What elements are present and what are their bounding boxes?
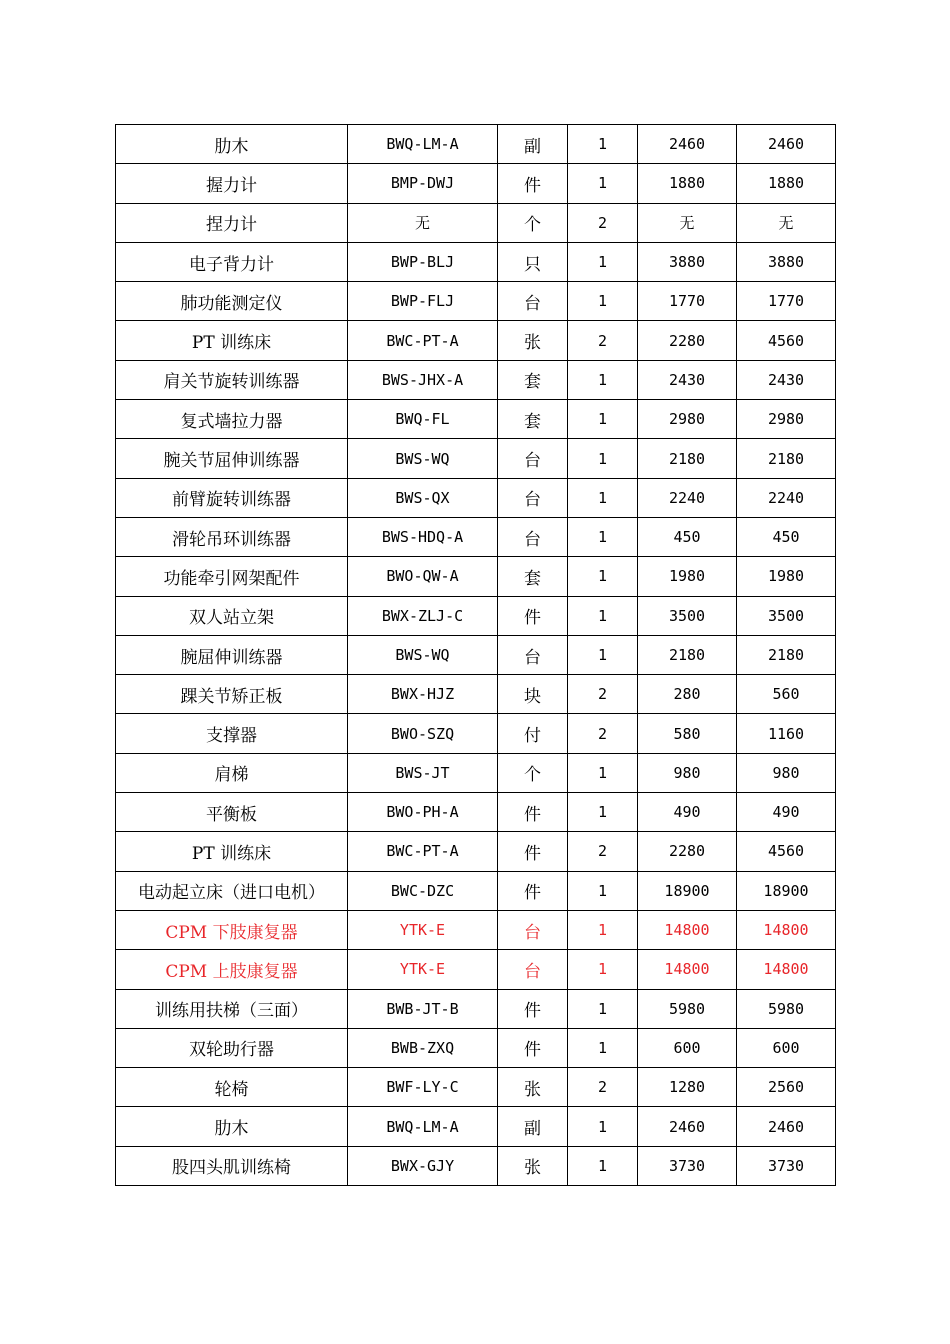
unit-price-cell: 2980 xyxy=(638,400,737,439)
unit-cell: 台 xyxy=(498,282,568,321)
total-price-cell: 14800 xyxy=(737,910,836,949)
total-price-cell: 450 xyxy=(737,517,836,556)
quantity-cell: 1 xyxy=(568,989,638,1028)
table-row xyxy=(116,360,836,399)
unit-price-cell: 14800 xyxy=(638,910,737,949)
unit-cell: 只 xyxy=(498,242,568,281)
total-price-cell: 无 xyxy=(737,203,836,242)
model-code-cell: BWX-GJY xyxy=(348,1146,498,1185)
unit-cell: 张 xyxy=(498,321,568,360)
quantity-cell: 1 xyxy=(568,439,638,478)
quantity-cell: 1 xyxy=(568,753,638,792)
unit-price-cell: 1980 xyxy=(638,557,737,596)
item-name-cell: PT 训练床 xyxy=(116,832,348,871)
model-code-cell: BWS-HDQ-A xyxy=(348,517,498,556)
unit-price-cell: 490 xyxy=(638,793,737,832)
table-row xyxy=(116,242,836,281)
item-name-cell: 肩关节旋转训练器 xyxy=(116,360,348,399)
unit-price-cell: 580 xyxy=(638,714,737,753)
table-row xyxy=(116,910,836,949)
total-price-cell: 2460 xyxy=(737,1107,836,1146)
item-name-cell: 电动起立床（进口电机） xyxy=(116,871,348,910)
total-price-cell: 1770 xyxy=(737,282,836,321)
quantity-cell: 1 xyxy=(568,517,638,556)
unit-price-cell: 1880 xyxy=(638,164,737,203)
item-name-cell: 肋木 xyxy=(116,125,348,164)
total-price-cell: 3880 xyxy=(737,242,836,281)
item-name-cell: 平衡板 xyxy=(116,793,348,832)
table-row xyxy=(116,871,836,910)
quantity-cell: 2 xyxy=(568,832,638,871)
total-price-cell: 980 xyxy=(737,753,836,792)
item-name-cell: CPM 上肢康复器 xyxy=(116,950,348,989)
unit-price-cell: 无 xyxy=(638,203,737,242)
unit-cell: 付 xyxy=(498,714,568,753)
quantity-cell: 1 xyxy=(568,360,638,399)
quantity-cell: 1 xyxy=(568,557,638,596)
unit-cell: 个 xyxy=(498,753,568,792)
total-price-cell: 18900 xyxy=(737,871,836,910)
unit-price-cell: 2240 xyxy=(638,478,737,517)
table-row xyxy=(116,1028,836,1067)
unit-price-cell: 450 xyxy=(638,517,737,556)
model-code-cell: BWS-JHX-A xyxy=(348,360,498,399)
model-code-cell: BWX-ZLJ-C xyxy=(348,596,498,635)
total-price-cell: 2560 xyxy=(737,1068,836,1107)
total-price-cell: 2430 xyxy=(737,360,836,399)
unit-cell: 件 xyxy=(498,871,568,910)
quantity-cell: 1 xyxy=(568,282,638,321)
equipment-price-table-container xyxy=(115,124,835,1186)
table-row xyxy=(116,950,836,989)
model-code-cell: BWQ-LM-A xyxy=(348,1107,498,1146)
equipment-price-table xyxy=(115,124,836,1186)
quantity-cell: 2 xyxy=(568,714,638,753)
model-code-cell: BWC-PT-A xyxy=(348,321,498,360)
table-row xyxy=(116,635,836,674)
total-price-cell: 4560 xyxy=(737,832,836,871)
item-name-cell: 滑轮吊环训练器 xyxy=(116,517,348,556)
quantity-cell: 1 xyxy=(568,635,638,674)
table-row xyxy=(116,400,836,439)
table-row xyxy=(116,439,836,478)
unit-price-cell: 2180 xyxy=(638,439,737,478)
quantity-cell: 1 xyxy=(568,1107,638,1146)
table-row xyxy=(116,596,836,635)
unit-price-cell: 1770 xyxy=(638,282,737,321)
quantity-cell: 1 xyxy=(568,596,638,635)
unit-cell: 件 xyxy=(498,832,568,871)
unit-price-cell: 2460 xyxy=(638,125,737,164)
model-code-cell: YTK-E xyxy=(348,910,498,949)
table-row xyxy=(116,1068,836,1107)
table-row xyxy=(116,714,836,753)
unit-cell: 件 xyxy=(498,164,568,203)
model-code-cell: BWP-BLJ xyxy=(348,242,498,281)
quantity-cell: 1 xyxy=(568,950,638,989)
table-body xyxy=(116,125,836,1186)
total-price-cell: 4560 xyxy=(737,321,836,360)
model-code-cell: BWC-PT-A xyxy=(348,832,498,871)
table-row xyxy=(116,989,836,1028)
quantity-cell: 1 xyxy=(568,1146,638,1185)
unit-price-cell: 2430 xyxy=(638,360,737,399)
unit-cell: 件 xyxy=(498,1028,568,1067)
item-name-cell: 复式墙拉力器 xyxy=(116,400,348,439)
quantity-cell: 1 xyxy=(568,910,638,949)
unit-cell: 台 xyxy=(498,439,568,478)
model-code-cell: BWS-WQ xyxy=(348,439,498,478)
model-code-cell: BWP-FLJ xyxy=(348,282,498,321)
model-code-cell: YTK-E xyxy=(348,950,498,989)
table-row xyxy=(116,321,836,360)
unit-cell: 套 xyxy=(498,400,568,439)
model-code-cell: BWO-QW-A xyxy=(348,557,498,596)
model-code-cell: BWS-QX xyxy=(348,478,498,517)
unit-price-cell: 18900 xyxy=(638,871,737,910)
item-name-cell: 训练用扶梯（三面） xyxy=(116,989,348,1028)
table-row xyxy=(116,1107,836,1146)
total-price-cell: 2180 xyxy=(737,635,836,674)
table-row xyxy=(116,557,836,596)
unit-cell: 件 xyxy=(498,793,568,832)
unit-cell: 台 xyxy=(498,910,568,949)
total-price-cell: 1160 xyxy=(737,714,836,753)
quantity-cell: 1 xyxy=(568,400,638,439)
quantity-cell: 2 xyxy=(568,203,638,242)
model-code-cell: BWX-HJZ xyxy=(348,675,498,714)
item-name-cell: 肋木 xyxy=(116,1107,348,1146)
total-price-cell: 600 xyxy=(737,1028,836,1067)
model-code-cell: BWC-DZC xyxy=(348,871,498,910)
unit-cell: 块 xyxy=(498,675,568,714)
unit-cell: 个 xyxy=(498,203,568,242)
total-price-cell: 2180 xyxy=(737,439,836,478)
item-name-cell: 捏力计 xyxy=(116,203,348,242)
unit-cell: 套 xyxy=(498,557,568,596)
total-price-cell: 490 xyxy=(737,793,836,832)
quantity-cell: 1 xyxy=(568,125,638,164)
table-row xyxy=(116,832,836,871)
model-code-cell: BWO-PH-A xyxy=(348,793,498,832)
unit-price-cell: 3880 xyxy=(638,242,737,281)
unit-cell: 台 xyxy=(498,517,568,556)
item-name-cell: 踝关节矫正板 xyxy=(116,675,348,714)
table-row xyxy=(116,793,836,832)
model-code-cell: BWQ-LM-A xyxy=(348,125,498,164)
item-name-cell: 双人站立架 xyxy=(116,596,348,635)
quantity-cell: 1 xyxy=(568,871,638,910)
item-name-cell: 电子背力计 xyxy=(116,242,348,281)
table-row xyxy=(116,203,836,242)
unit-price-cell: 2280 xyxy=(638,321,737,360)
total-price-cell: 1980 xyxy=(737,557,836,596)
unit-cell: 台 xyxy=(498,478,568,517)
quantity-cell: 1 xyxy=(568,478,638,517)
total-price-cell: 560 xyxy=(737,675,836,714)
unit-cell: 副 xyxy=(498,1107,568,1146)
unit-price-cell: 3730 xyxy=(638,1146,737,1185)
unit-price-cell: 5980 xyxy=(638,989,737,1028)
item-name-cell: 握力计 xyxy=(116,164,348,203)
item-name-cell: 腕屈伸训练器 xyxy=(116,635,348,674)
table-row xyxy=(116,478,836,517)
unit-cell: 套 xyxy=(498,360,568,399)
unit-price-cell: 600 xyxy=(638,1028,737,1067)
model-code-cell: BWF-LY-C xyxy=(348,1068,498,1107)
item-name-cell: 功能牵引网架配件 xyxy=(116,557,348,596)
model-code-cell: BWO-SZQ xyxy=(348,714,498,753)
model-code-cell: BWS-JT xyxy=(348,753,498,792)
unit-cell: 台 xyxy=(498,635,568,674)
quantity-cell: 1 xyxy=(568,1028,638,1067)
total-price-cell: 3500 xyxy=(737,596,836,635)
quantity-cell: 2 xyxy=(568,1068,638,1107)
item-name-cell: 腕关节屈伸训练器 xyxy=(116,439,348,478)
unit-price-cell: 3500 xyxy=(638,596,737,635)
model-code-cell: BMP-DWJ xyxy=(348,164,498,203)
item-name-cell: PT 训练床 xyxy=(116,321,348,360)
item-name-cell: 前臂旋转训练器 xyxy=(116,478,348,517)
table-row xyxy=(116,282,836,321)
table-row xyxy=(116,164,836,203)
table-row xyxy=(116,675,836,714)
unit-price-cell: 280 xyxy=(638,675,737,714)
total-price-cell: 2240 xyxy=(737,478,836,517)
total-price-cell: 14800 xyxy=(737,950,836,989)
table-row xyxy=(116,125,836,164)
unit-price-cell: 14800 xyxy=(638,950,737,989)
total-price-cell: 2460 xyxy=(737,125,836,164)
unit-price-cell: 2180 xyxy=(638,635,737,674)
item-name-cell: 双轮助行器 xyxy=(116,1028,348,1067)
model-code-cell: BWQ-FL xyxy=(348,400,498,439)
table-row xyxy=(116,753,836,792)
table-row xyxy=(116,1146,836,1185)
unit-price-cell: 2280 xyxy=(638,832,737,871)
item-name-cell: CPM 下肢康复器 xyxy=(116,910,348,949)
unit-price-cell: 980 xyxy=(638,753,737,792)
unit-price-cell: 1280 xyxy=(638,1068,737,1107)
quantity-cell: 1 xyxy=(568,793,638,832)
total-price-cell: 5980 xyxy=(737,989,836,1028)
unit-price-cell: 2460 xyxy=(638,1107,737,1146)
total-price-cell: 2980 xyxy=(737,400,836,439)
item-name-cell: 股四头肌训练椅 xyxy=(116,1146,348,1185)
quantity-cell: 1 xyxy=(568,242,638,281)
unit-cell: 件 xyxy=(498,989,568,1028)
item-name-cell: 轮椅 xyxy=(116,1068,348,1107)
unit-cell: 副 xyxy=(498,125,568,164)
total-price-cell: 1880 xyxy=(737,164,836,203)
item-name-cell: 肩梯 xyxy=(116,753,348,792)
model-code-cell: BWB-JT-B xyxy=(348,989,498,1028)
model-code-cell: BWS-WQ xyxy=(348,635,498,674)
unit-cell: 张 xyxy=(498,1146,568,1185)
unit-cell: 张 xyxy=(498,1068,568,1107)
model-code-cell: BWB-ZXQ xyxy=(348,1028,498,1067)
total-price-cell: 3730 xyxy=(737,1146,836,1185)
item-name-cell: 支撑器 xyxy=(116,714,348,753)
quantity-cell: 1 xyxy=(568,164,638,203)
unit-cell: 台 xyxy=(498,950,568,989)
quantity-cell: 2 xyxy=(568,675,638,714)
table-row xyxy=(116,517,836,556)
quantity-cell: 2 xyxy=(568,321,638,360)
item-name-cell: 肺功能测定仪 xyxy=(116,282,348,321)
unit-cell: 件 xyxy=(498,596,568,635)
model-code-cell: 无 xyxy=(348,203,498,242)
